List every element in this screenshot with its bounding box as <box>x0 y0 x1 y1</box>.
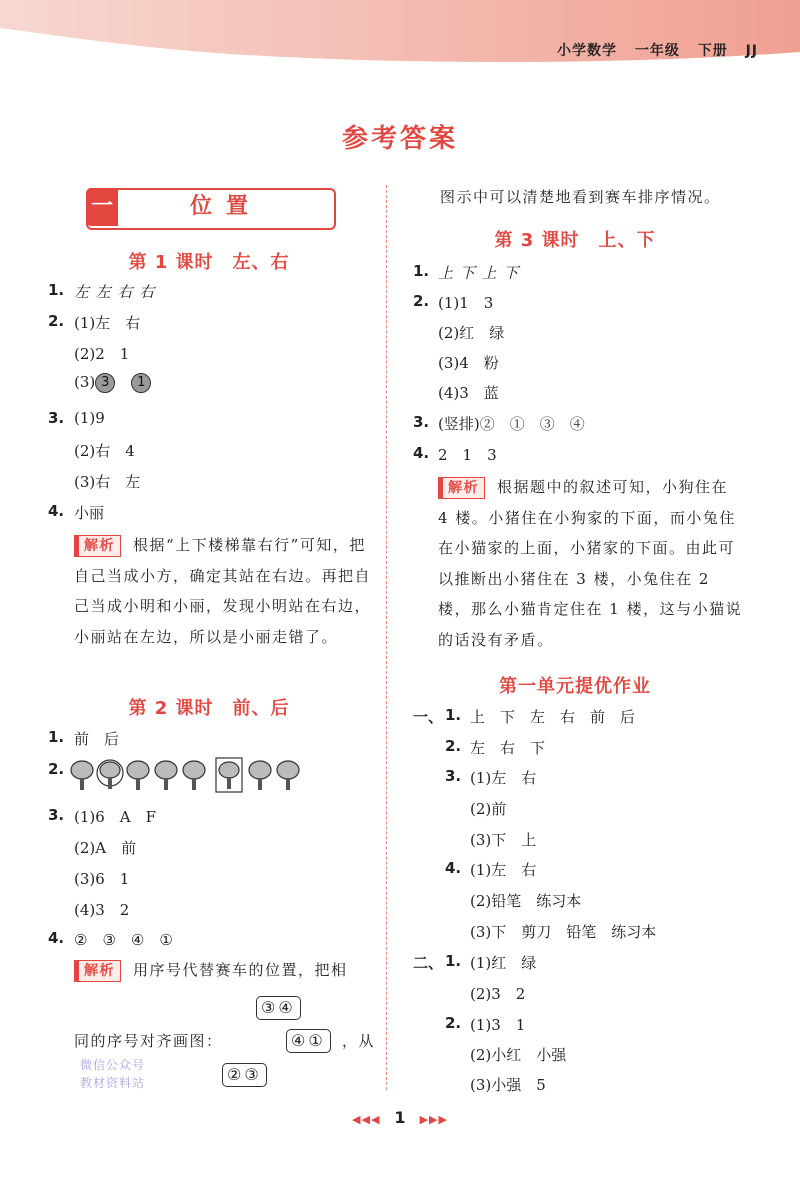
answer-text: 小丽 <box>74 504 105 522</box>
answer-text: (3)4 粉 <box>438 354 499 372</box>
arrow-right-icon: ▶▶▶ <box>419 1113 448 1126</box>
part-label: 二、 <box>413 954 444 972</box>
answer-text: (1)6 A F <box>74 808 157 826</box>
answer-prefix: (3) <box>74 373 96 391</box>
answer-text: (2)前 <box>470 800 507 818</box>
q-number: 3. <box>413 413 430 431</box>
order-frame: ④① <box>286 1029 331 1053</box>
answer-text: 左 右 下 <box>470 739 546 757</box>
tree-icon <box>216 758 242 792</box>
page-footer <box>0 1108 800 1127</box>
answer-text: (3)下 剪刀 铅笔 练习本 <box>470 923 657 941</box>
column-divider <box>386 185 387 1090</box>
q-number: 3. <box>48 409 65 427</box>
q-number: 1. <box>48 728 65 746</box>
tree-icon <box>127 761 149 790</box>
q-number: 3. <box>445 767 462 785</box>
q-number: 1. <box>48 281 65 299</box>
q-number: 2. <box>445 737 462 755</box>
q-number: 2. <box>48 312 65 330</box>
answer-text: 左 左 右 右 <box>74 283 156 301</box>
explanation-text: 根据“上下楼梯靠右行”可知，把自己当成小方，确定其站在右边。再把自己当成小明和小丽，发现小明站在右边，小丽站在左边，所以是小丽走错了。 <box>74 536 372 646</box>
answer-text: (3)右 左 <box>74 473 141 491</box>
answer-text: (2)2 1 <box>74 345 130 363</box>
header-grade: 一年级 <box>634 43 680 59</box>
jiexi-tag: 解析 <box>74 535 121 557</box>
header-edition: JJ <box>745 43 758 59</box>
arrow-left-icon: ◀◀◀ <box>352 1113 381 1126</box>
order-frame: ②③ <box>222 1063 267 1087</box>
q-number: 4. <box>48 502 65 520</box>
lesson-1-title: 第 1 课时 左、右 <box>128 252 290 273</box>
q-number: 1. <box>413 262 430 280</box>
watermark-line: 微信公众号 <box>80 1058 146 1072</box>
tree-icon <box>183 761 205 790</box>
answer-text: (2)A 前 <box>74 839 137 857</box>
lesson-3-title: 第 3 课时 上、下 <box>494 230 656 251</box>
answer-text: (1)3 1 <box>470 1016 526 1034</box>
continued-text: 图示中可以清楚地看到赛车排序情况。 <box>440 188 721 206</box>
answer-text: (竖排)② ① ③ ④ <box>438 415 585 433</box>
explanation-text: 用序号代替赛车的位置，把相 <box>133 961 348 979</box>
watermark <box>80 1056 145 1092</box>
answer-text: ② ③ ④ ① <box>74 931 173 949</box>
tree-icon <box>97 760 123 789</box>
q-number: 2. <box>445 1014 462 1032</box>
answer-text: (1)左 右 <box>74 314 141 332</box>
q-number: 2. <box>48 760 65 778</box>
answer-text: 上 下 左 右 前 后 <box>470 708 636 726</box>
explanation-text: 同的序号对齐画图： <box>74 1032 223 1050</box>
circled-number: 1 <box>131 373 151 393</box>
answer-text: (1)左 右 <box>470 861 537 879</box>
q-number: 1. <box>445 952 462 970</box>
page-title: 参考答案 <box>341 124 458 154</box>
unit-number: 一 <box>86 188 118 226</box>
answer-text: (3)下 上 <box>470 831 537 849</box>
page-number: 1 <box>394 1108 406 1127</box>
answer-text: (3)小强 5 <box>470 1076 546 1094</box>
explanation <box>74 530 374 652</box>
explanation <box>74 955 348 986</box>
answer-text: (1)9 <box>74 409 105 427</box>
answer-text: (4)3 2 <box>74 901 130 919</box>
answer-text: (3)6 1 <box>74 870 130 888</box>
tree-icon <box>277 761 299 790</box>
circled-number: 3 <box>95 373 115 393</box>
answer-circled <box>74 373 151 393</box>
header-info <box>545 40 758 60</box>
q-number: 3. <box>48 806 65 824</box>
watermark-line: 教材资料站 <box>80 1076 146 1090</box>
answer-text: (4)3 蓝 <box>438 384 499 402</box>
answer-text: (2)红 绿 <box>438 324 505 342</box>
tree-icon <box>155 761 177 790</box>
homework-title: 第一单元提优作业 <box>499 676 651 697</box>
q-number: 2. <box>413 292 430 310</box>
header-volume: 下册 <box>697 43 728 59</box>
jiexi-tag: 解析 <box>74 960 121 982</box>
jiexi-tag: 解析 <box>438 477 485 499</box>
tree-row-figure <box>70 757 310 795</box>
part-label: 一、 <box>413 708 444 726</box>
answer-text: (2)小红 小强 <box>470 1046 567 1064</box>
q-number: 4. <box>445 859 462 877</box>
answer-text: (2)3 2 <box>470 985 526 1003</box>
tree-icon <box>249 761 271 790</box>
order-frame: ③④ <box>256 996 301 1020</box>
answer-text: 前 后 <box>74 730 120 748</box>
answer-text: 2 1 3 <box>438 446 497 464</box>
answer-text: 上 下 上 下 <box>438 264 520 282</box>
q-number: 1. <box>445 706 462 724</box>
answer-text: (2)右 4 <box>74 442 135 460</box>
q-number: 4. <box>413 444 430 462</box>
tree-row <box>70 757 310 799</box>
answer-text: (1)1 3 <box>438 294 494 312</box>
answer-text: (1)红 绿 <box>470 954 537 972</box>
lesson-2-title: 第 2 课时 前、后 <box>128 698 290 719</box>
explanation-text: 根据题中的叙述可知，小狗住在 4 楼。小猪住在小狗家的下面，而小兔住在小猫家的上面，小猪家的下面。由此可以推断出小猪住在 3 楼，小兔住在 2 楼，那么小猫肯定住在 1 楼，这与小猫说的话没有矛盾。 <box>438 478 743 649</box>
explanation <box>438 472 744 655</box>
unit-title: 位置 <box>189 194 262 219</box>
tree-icon <box>71 761 93 790</box>
explanation-text: ，从 <box>342 1032 376 1050</box>
q-number: 4. <box>48 929 65 947</box>
header-subject: 小学数学 <box>556 43 617 59</box>
answer-text: (1)左 右 <box>470 769 537 787</box>
answer-text: (2)铅笔 练习本 <box>470 892 582 910</box>
